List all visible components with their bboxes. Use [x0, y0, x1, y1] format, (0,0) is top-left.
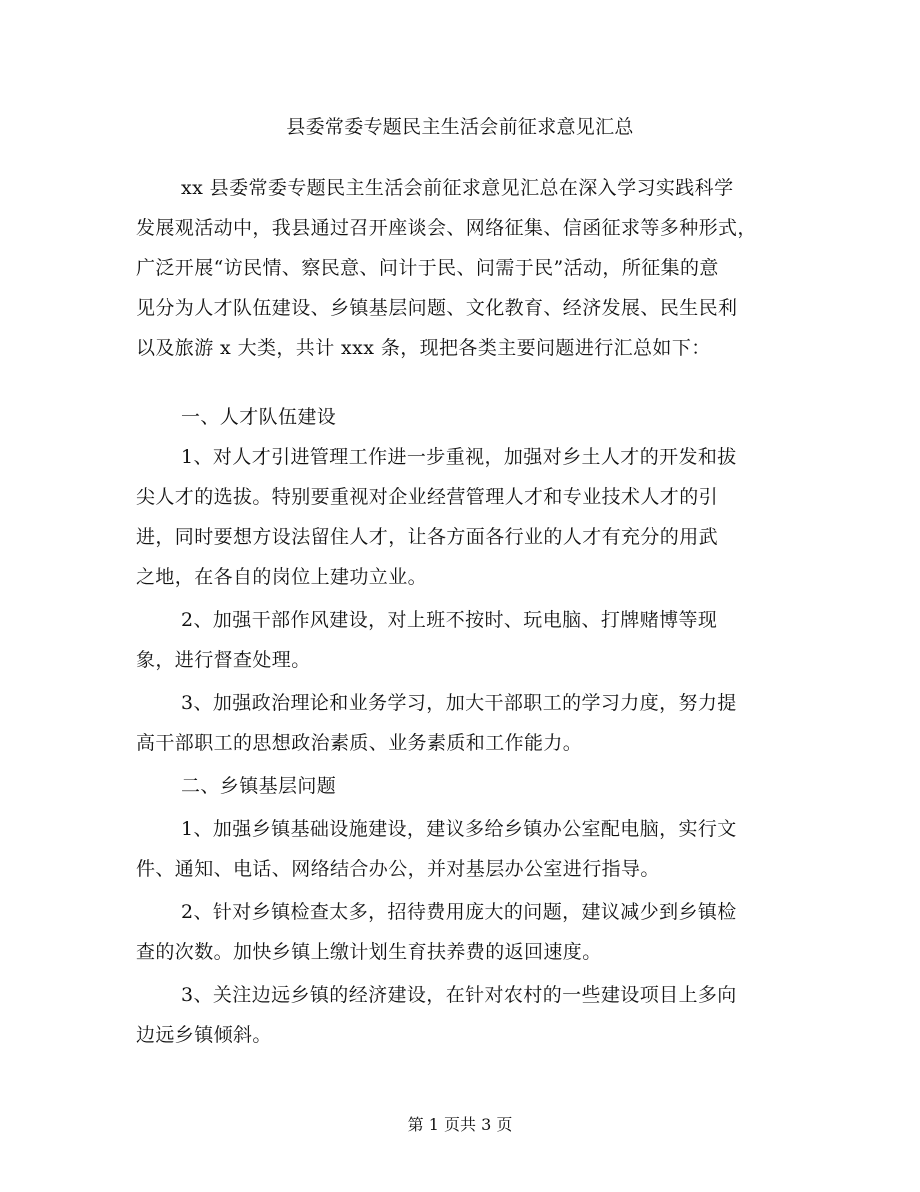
section-heading-township: 二、乡镇基层问题	[181, 775, 337, 797]
page-number-footer: 第 1 页共 3 页	[407, 1115, 513, 1134]
paragraph-intro-line-2: 发展观活动中，我县通过召开座谈会、网络征集、信函征求等多种形式，	[136, 217, 757, 239]
paragraph-intro-line-3: 广泛开展“访民情、察民意、问计于民、问需于民”活动，所征集的意	[136, 257, 719, 279]
township-item-1-line-2: 件、通知、电话、网络结合办公，并对基层办公室进行指导。	[136, 858, 660, 880]
talent-item-3-line-2: 高干部职工的思想政治素质、业务素质和工作能力。	[136, 732, 583, 754]
talent-item-3-line-1: 3、加强政治理论和业务学习，加大干部职工的学习力度，努力提	[181, 692, 737, 714]
township-item-1-line-1: 1、加强乡镇基础设施建设，建议多给乡镇办公室配电脑，实行文	[181, 818, 737, 840]
talent-item-1-line-2: 尖人才的选拔。特别要重视对企业经营管理人才和专业技术人才的引	[136, 486, 719, 508]
talent-item-1-line-3: 进，同时要想方设法留住人才，让各方面各行业的人才有充分的用武	[136, 526, 719, 548]
talent-item-1-line-1: 1、对人才引进管理工作进一步重视，加强对乡土人才的开发和拔	[181, 446, 737, 468]
section-heading-talent: 一、人才队伍建设	[181, 406, 337, 428]
talent-item-2-line-2: 象，进行督查处理。	[136, 649, 311, 671]
paragraph-intro-line-1: xx 县委常委专题民主生活会前征求意见汇总在深入学习实践科学	[181, 177, 734, 199]
paragraph-intro-line-4: 见分为人才队伍建设、乡镇基层问题、文化教育、经济发展、民生民利	[136, 297, 738, 319]
township-item-2-line-2: 查的次数。加快乡镇上缴计划生育扶养费的返回速度。	[136, 941, 602, 963]
township-item-3-line-1: 3、关注边远乡镇的经济建设，在针对农村的一些建设项目上多向	[181, 984, 737, 1006]
township-item-2-line-1: 2、针对乡镇检查太多，招待费用庞大的问题，建议减少到乡镇检	[181, 901, 737, 923]
document-title: 县委常委专题民主生活会前征求意见汇总	[286, 116, 634, 138]
township-item-3-line-2: 边远乡镇倾斜。	[136, 1024, 272, 1046]
paragraph-intro-line-5: 以及旅游 x 大类，共计 xxx 条，现把各类主要问题进行汇总如下：	[136, 337, 711, 359]
talent-item-1-line-4: 之地，在各自的岗位上建功立业。	[136, 566, 428, 588]
talent-item-2-line-1: 2、加强干部作风建设，对上班不按时、玩电脑、打牌赌博等现	[181, 609, 718, 631]
